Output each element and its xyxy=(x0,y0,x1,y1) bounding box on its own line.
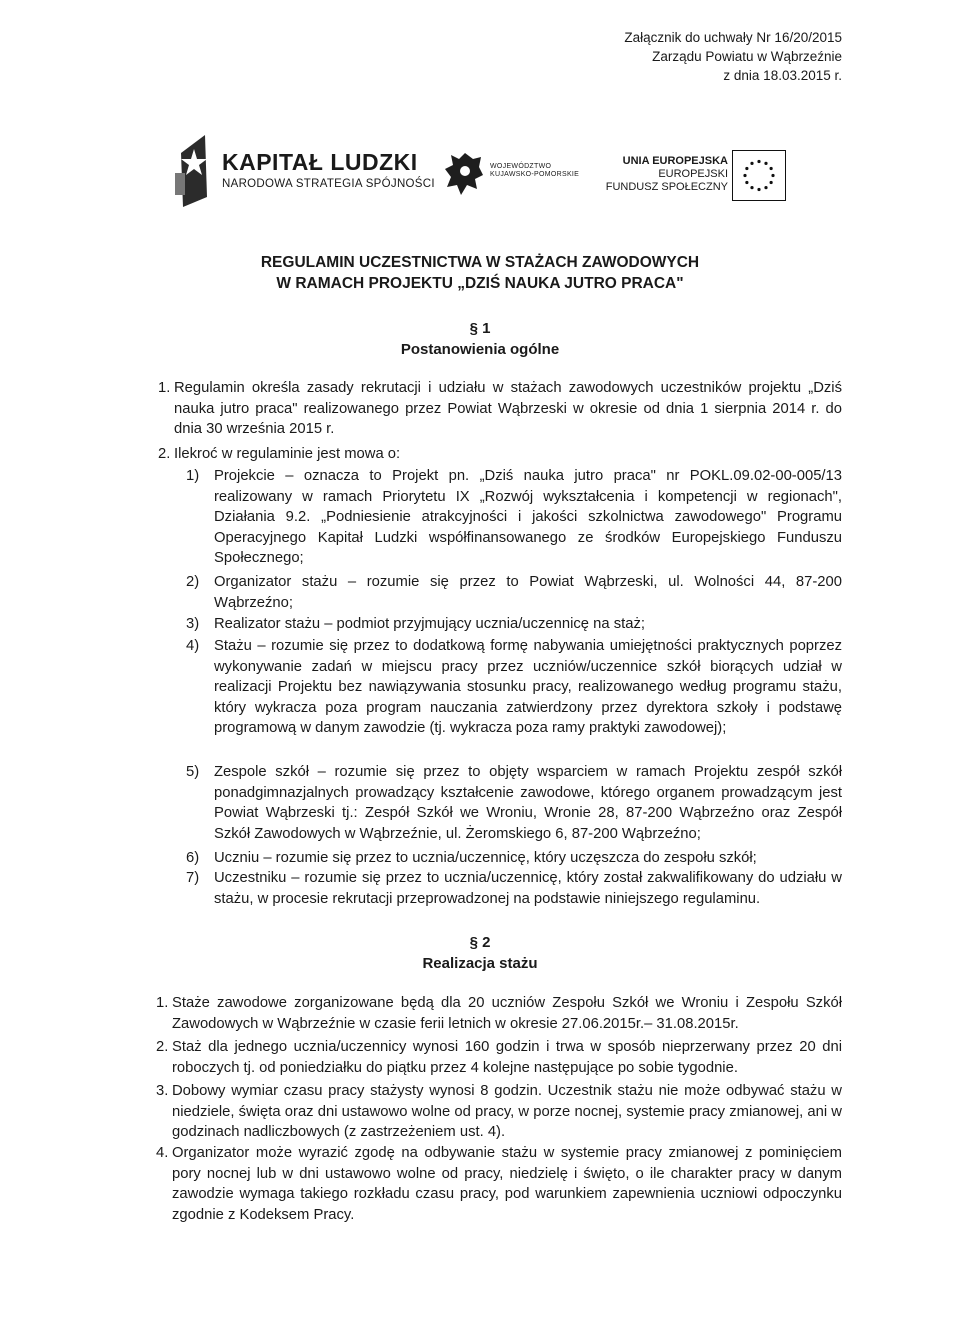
s2-item-3-number: 3. xyxy=(156,1083,169,1099)
definition-7-number: 7) xyxy=(186,870,200,886)
document-title-line-2: W RAMACH PROJEKTU „DZIŚ NAUKA JUTRO PRACA" xyxy=(276,275,684,292)
section-1-mark: § 1 xyxy=(469,320,491,337)
definition-3-number: 3) xyxy=(186,616,200,632)
s2-item-2-number: 2. xyxy=(156,1039,169,1055)
annex-line-1: Załącznik do uchwały Nr 16/20/2015 xyxy=(624,30,842,45)
section-1-header xyxy=(0,318,960,360)
definition-1-number: 1) xyxy=(186,468,200,484)
wojewodztwo-herb-icon xyxy=(445,151,485,197)
definition-4-text: Stażu – rozumie się przez to dodatkową formę nabywania umiejętności praktycznych poprzez wykonywanie zadań w miejscu pracy przez uczniów/uczennice szkół biorących udział w realizacji Projektu bez nawiązywania stosunku pracy, realizowanego według programu stażu, który wykracza poza program nauczania zatwierdzony przez dyrektora szkoły i podstawę programową w danym zawodzie (tj. wykracza poza ramy praktyki zawodowej); xyxy=(214,638,842,736)
definition-6-number: 6) xyxy=(186,850,200,866)
s2-item-3-text: Dobowy wymiar czasu pracy stażysty wynosi 8 godzin. Uczestnik stażu nie może odbywać stażu w niedziele, święta oraz dni ustawowo wolne od pracy, w porze nocnej, systemie pracy zmianowej, ani w godzinach nadliczbowych (z zastrzeżeniem ust. 4). xyxy=(172,1083,842,1140)
definition-3-text: Realizator stażu – podmiot przyjmujący ucznia/uczennicę na staż; xyxy=(214,616,645,632)
eu-star xyxy=(770,181,773,184)
s1-item-1-text: Regulamin określa zasady rekrutacji i udziału w stażach zawodowych uczestników projektu „Dziś nauka jutro praca" realizowanego przez Powiat Wąbrzeski w okresie od dnia 1 sierpnia 2014 r. do dnia 30 września 2015 r. xyxy=(174,380,842,437)
section-2-mark: § 2 xyxy=(469,934,491,951)
eu-star xyxy=(745,181,748,184)
s2-item-4-text: Organizator może wyrazić zgodę na odbywanie stażu w systemie pracy zmianowej z pominięciem pory nocnej lub w dni ustawowo wolne od pracy, niedzielę i święto, o ile charakter pracy w danym zawodzie wymaga takiego rozkładu czasu pracy, pod warunkiem zapewnienia uczniowi odpoczynku zgodnie z Kodeksem Pracy. xyxy=(172,1145,842,1223)
annex-line-2: Zarządu Powiatu w Wąbrzeźnie xyxy=(652,49,842,64)
kapital-ludzki-logo-icon xyxy=(175,135,213,207)
annex-line-3: z dnia 18.03.2015 r. xyxy=(723,68,842,83)
annex-note xyxy=(624,28,842,85)
definition-2-text: Organizator stażu – rozumie się przez to Powiat Wąbrzeski, ul. Wolności 44, 87-200 Wąbrzeźno; xyxy=(214,574,842,611)
s2-item-1-number: 1. xyxy=(156,995,169,1011)
definition-5-text: Zespole szkół – rozumie się przez to objęty wsparciem w ramach Projektu zespół szkół ponadgimnazjalnych prowadzący kształcenie zawodowe, którego organem prowadzącym jest Powiat Wąbrzeski tj.: Zespół Szkół we Wroniu, Wronie 28, 87-200 Wąbrzeźno oraz Zespół Szkół Zawodowych w Wąbrzeźnie, ul. Żeromskiego 6, 87-200 Wąbrzeźno; xyxy=(214,764,842,842)
section-2-header xyxy=(0,932,960,974)
wojewodztwo-line-1: WOJEWÓDZTWO xyxy=(490,163,552,170)
s1-item-2-number: 2. xyxy=(158,446,171,462)
eu-text xyxy=(570,155,728,194)
definition-7-text: Uczestniku – rozumie się przez to ucznia/uczennicę, który został zakwalifikowany do udziału w stażu, w procesie rekrutacji przeprowadzonej na podstawie niniejszego regulaminu. xyxy=(214,870,842,907)
definition-4-number: 4) xyxy=(186,638,200,654)
s2-item-2-text: Staż dla jednego ucznia/uczennicy wynosi 160 godzin i trwa w sposób nieprzerwany przez 20 dni roboczych tj. od poniedziałku do piątku przez 4 kolejne następujące po sobie tygodnie. xyxy=(172,1039,842,1076)
eu-flag-icon xyxy=(732,150,786,201)
eu-line-2: EUROPEJSKI xyxy=(658,168,728,180)
wojewodztwo-line-2: KUJAWSKO-POMORSKIE xyxy=(490,171,580,178)
eu-line-1: UNIA EUROPEJSKA xyxy=(622,155,728,167)
eu-star xyxy=(745,167,748,170)
definition-1-text: Projekcie – oznacza to Projekt pn. „Dziś nauka jutro praca" nr POKL.09.02-00-005/13 realizowany w ramach Priorytetu IX „Rozwój wykształcenia i kompetencji w regionach", Działania 9.2. „Podniesienie atrakcyjności i jakości szkolnictwa zawodowego" Programu Operacyjnego Kapitał Ludzki współfinansowanego ze środków Europejskiego Funduszu Społecznego; xyxy=(214,468,842,566)
eu-line-3: FUNDUSZ SPOŁECZNY xyxy=(605,181,728,193)
eu-star xyxy=(764,186,767,189)
eu-star xyxy=(757,160,760,163)
logo-bar xyxy=(0,135,960,215)
kapital-ludzki-subtitle: NARODOWA STRATEGIA SPÓJNOŚCI xyxy=(222,178,435,190)
eu-star xyxy=(750,186,753,189)
wojewodztwo-text xyxy=(490,163,579,179)
definition-2-number: 2) xyxy=(186,574,200,590)
eu-star xyxy=(771,174,774,177)
eu-star xyxy=(770,167,773,170)
definition-6-text: Uczniu – rozumie się przez to ucznia/uczennicę, który uczęszcza do zespołu szkół; xyxy=(214,850,757,866)
section-1-heading: Postanowienia ogólne xyxy=(400,341,560,358)
eu-star xyxy=(764,162,767,165)
s1-item-2-text: Ilekroć w regulaminie jest mowa o: xyxy=(174,446,401,462)
s2-item-1-text: Staże zawodowe zorganizowane będą dla 20 uczniów Zespołu Szkół we Wroniu i Zespołu Szkół Zawodowych w Wąbrzeźnie w czasie ferii letnich w okresie 27.06.2015r.– 31.08.2015r. xyxy=(172,995,842,1032)
definition-5-number: 5) xyxy=(186,764,200,780)
s2-item-4-number: 4. xyxy=(156,1145,169,1161)
document-title-line-1: REGULAMIN UCZESTNICTWA W STAŻACH ZAWODOWYCH xyxy=(260,254,700,271)
document-title xyxy=(0,252,960,294)
eu-star xyxy=(757,188,760,191)
eu-star xyxy=(743,174,746,177)
kapital-ludzki-title: KAPITAŁ LUDZKI xyxy=(222,149,418,175)
section-2-heading: Realizacja stażu xyxy=(422,955,538,972)
s1-item-1-number: 1. xyxy=(158,380,171,396)
eu-star xyxy=(750,162,753,165)
